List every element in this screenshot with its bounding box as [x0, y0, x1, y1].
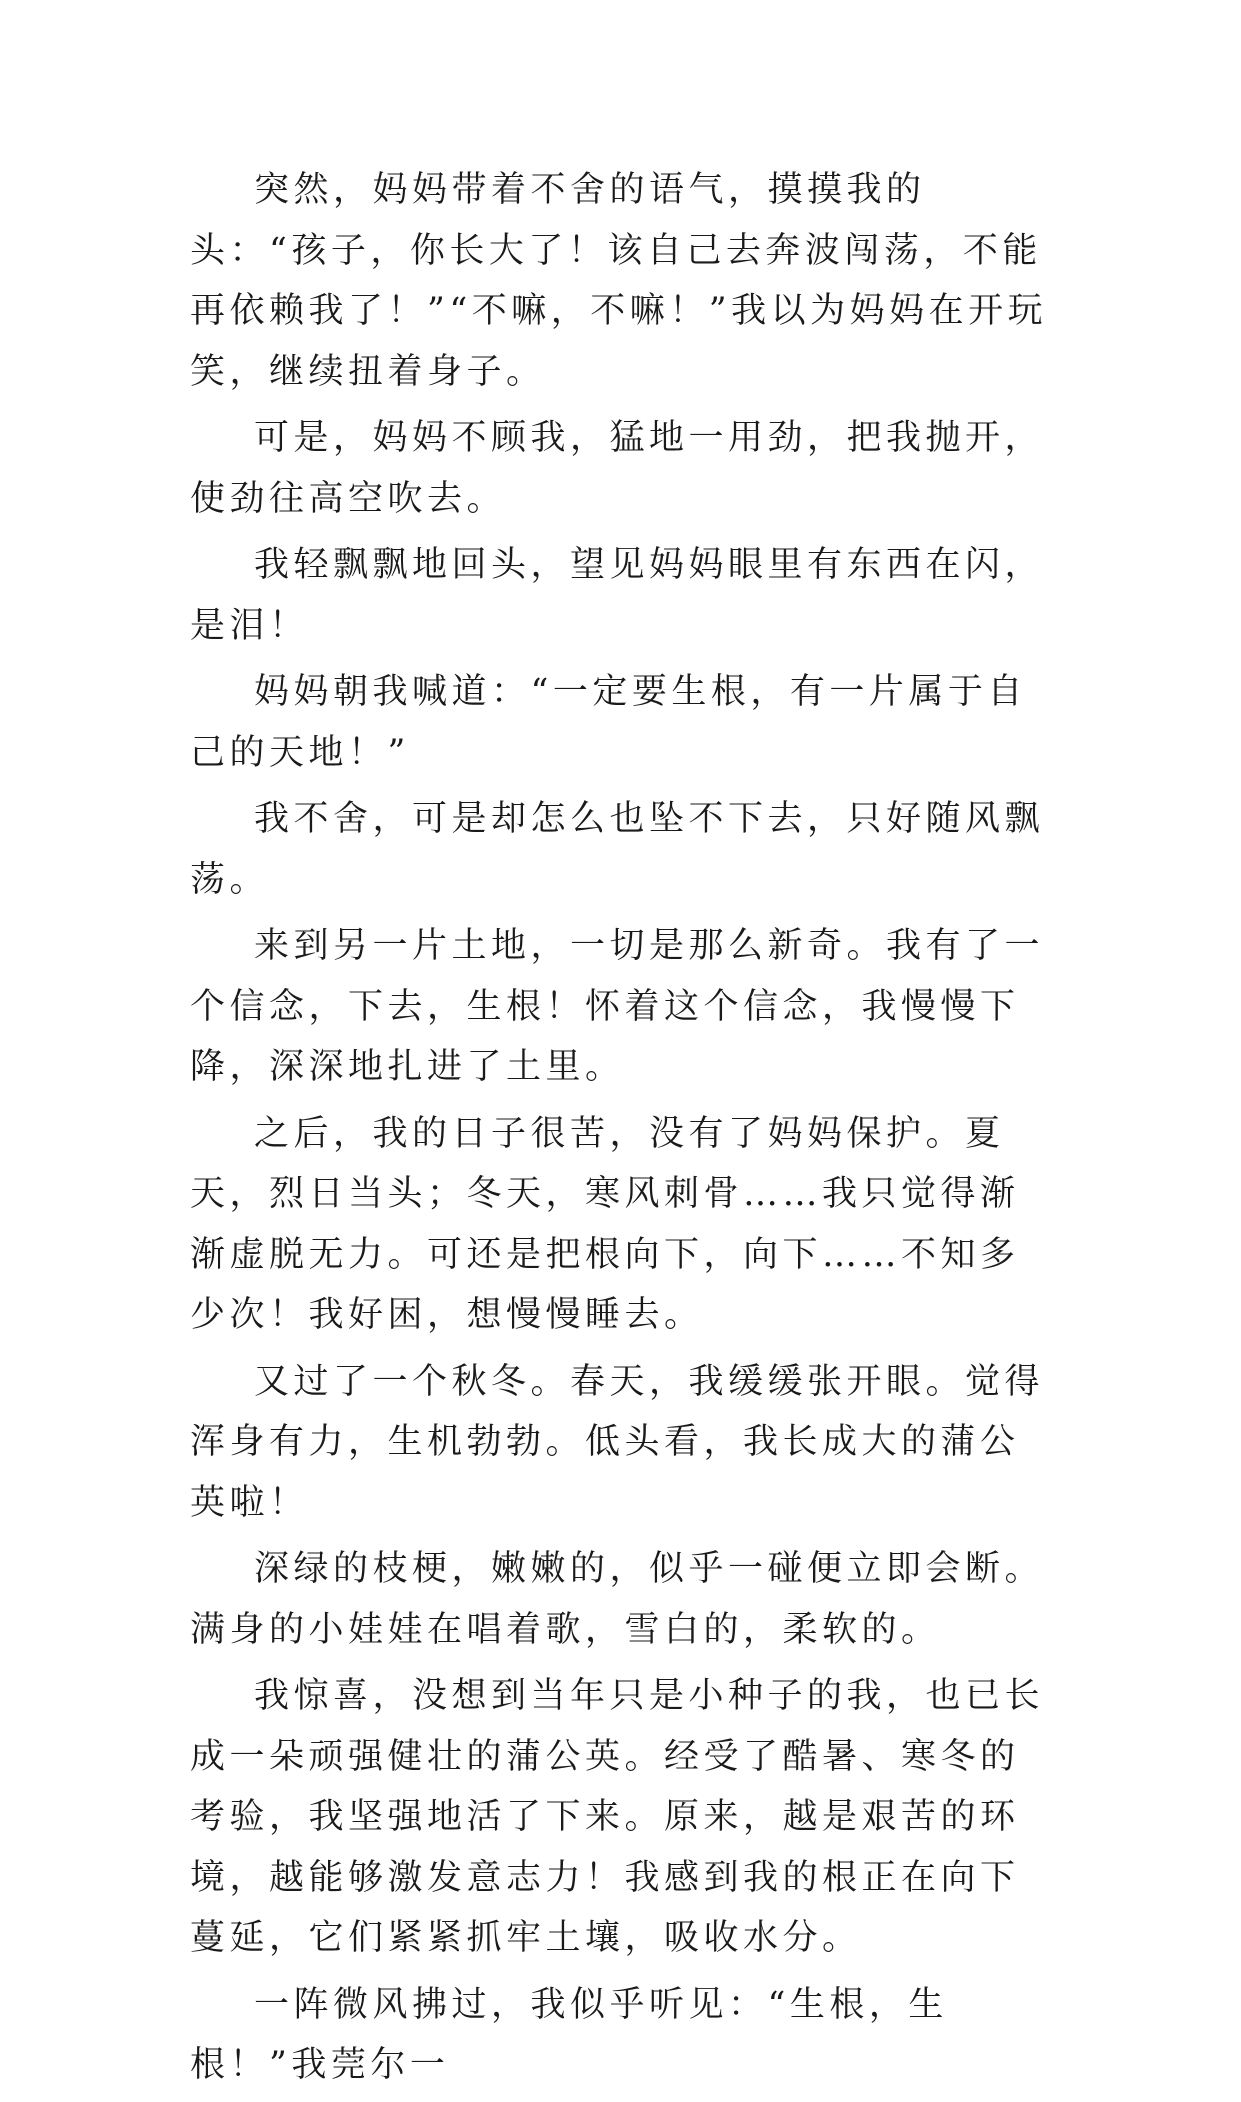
- paragraph: 我轻飘飘地回头，望见妈妈眼里有东西在闪，是泪！: [190, 545, 1045, 646]
- paragraph: 来到另一片土地，一切是那么新奇。我有了一个信念，下去，生根！怀着这个信念，我慢慢下降，深深地扎进了土里。: [190, 926, 1045, 1087]
- paragraph: 突然，妈妈带着不舍的语气，摸摸我的头：“孩子，你长大了！该自己去奔波闯荡，不能再依赖我了！”“不嘛，不嘛！”我以为妈妈在开玩笑，继续扭着身子。: [190, 170, 1048, 392]
- paragraph: 一阵微风拂过，我似乎听见：“生根，生根！”我莞尔一: [190, 1984, 948, 2085]
- paragraph: 妈妈朝我喊道：“一定要生根，有一片属于自己的天地！”: [190, 672, 1027, 773]
- paragraph: 深绿的枝梗，嫩嫩的，似乎一碰便立即会断。满身的小娃娃在唱着歌，雪白的，柔软的。: [190, 1549, 1045, 1650]
- paragraph: 可是，妈妈不顾我，猛地一用劲，把我抛开，使劲往高空吹去。: [190, 418, 1045, 519]
- paragraph: 我不舍，可是却怎么也坠不下去，只好随风飘荡。: [190, 799, 1045, 900]
- paragraph: 我惊喜，没想到当年只是小种子的我，也已长成一朵顽强健壮的蒲公英。经受了酷暑、寒冬的考验，我坚强地活了下来。原来，越是艰苦的环境，越能够激发意志力！我感到我的根正在向下蔓延，它们紧紧抓牢土壤，吸收水分。: [190, 1676, 1045, 1958]
- document-body: [190, 160, 1050, 2102]
- paragraph: 又过了一个秋冬。春天，我缓缓张开眼。觉得浑身有力，生机勃勃。低头看，我长成大的蒲公英啦！: [190, 1361, 1045, 1523]
- paragraph: 之后，我的日子很苦，没有了妈妈保护。夏天，烈日当头；冬天，寒风刺骨……我只觉得渐渐虚脱无力。可还是把根向下，向下……不知多少次！我好困，想慢慢睡去。: [190, 1113, 1020, 1335]
